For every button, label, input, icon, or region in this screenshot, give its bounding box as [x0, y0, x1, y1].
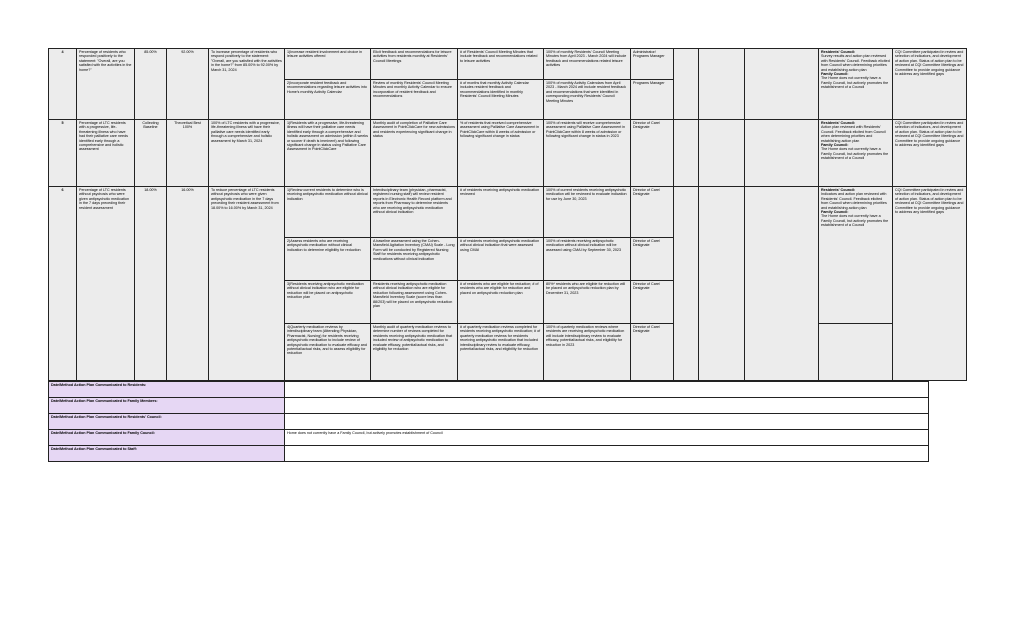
method: Review of monthly Residents' Council Meeting Minutes and monthly Activity Calendar to ensure incorporation of resident feedback and recommendations — [371, 80, 458, 120]
family-council-label: Family Council: — [821, 143, 849, 148]
blank-cell — [674, 120, 699, 187]
process-measure: # of months that monthly Activity Calendar includes resident feedback and recommendations identified in monthly Residents' Council Meeting Minutes — [458, 80, 544, 120]
communication-value — [285, 414, 929, 430]
lead: Director of Care/ Designate — [631, 120, 674, 187]
process-measure: # of residents who are eligible for reduction; # of residents who are eligible for reduction and placed on antipsychotic reduction plan — [458, 281, 544, 324]
blank-cell — [745, 120, 819, 187]
change-idea: 2)Assess residents who are receiving antipsychotic medication without clinical indication to determine eligibility for reduction — [285, 238, 371, 281]
communication-row — [49, 446, 929, 462]
lead: Programs Manager — [631, 80, 674, 120]
residents-council-text: Indicators and action plan reviewed with Residents' Council. Feedback elicited from Council when determining priorities and establishing action plan — [821, 192, 887, 210]
communication-table — [48, 381, 929, 462]
indicator-cell: Percentage of residents who responded positively to the statement: "Overall, are you satisfied with the activities in the home?" — [77, 49, 135, 120]
council-input — [819, 49, 893, 120]
current-performance: 85.00% — [135, 49, 167, 120]
cqi-committee: CQI Committee participated in review and selection of indicators, and development of action plan. Status of action plan to be reviewed at CQI Committee Meetings and Committee to provide ongoing guidance to address any identified gaps — [893, 49, 967, 120]
indicator-row-5 — [49, 120, 967, 187]
change-idea: 2)Incorporate resident feedback and recommendations regarding leisure activities into Home's monthly Activity Calendar — [285, 80, 371, 120]
blank-cell — [745, 49, 819, 120]
quality-improvement-plan-sheet — [48, 48, 964, 462]
target-for-measure: 100% of quarterly medication reviews where residents are receiving antipsychotic medication will include interdisciplinary review to evaluate efficacy, potential/actual risks, and eligibility for reduction in 2023 — [544, 324, 631, 381]
communication-label: Date/Method Action Plan Communicated to Residents: — [49, 382, 285, 398]
process-measure: # of residents receiving antipsychotic medication reviewed — [458, 187, 544, 238]
current-performance: 18.00% — [135, 187, 167, 381]
row-number: 6 — [49, 187, 77, 381]
indicator-row-4 — [49, 49, 967, 80]
change-idea: 1)Review current residents to determine who is receiving antipsychotic medication without clinical indication — [285, 187, 371, 238]
action-plan-table — [48, 48, 967, 381]
process-measure: # of residents receiving antipsychotic medication without clinical indication that were assessed using CMAI — [458, 238, 544, 281]
communication-row — [49, 398, 929, 414]
communication-value: Home does not currently have a Family Council, but actively promotes establishment of Council — [285, 430, 929, 446]
row-number: 5 — [49, 120, 77, 187]
lead: Director of Care/ Designate — [631, 281, 674, 324]
lead: Director of Care/ Designate — [631, 324, 674, 381]
target-value: 16.00% — [167, 187, 209, 381]
change-idea: 1)Residents with a progressive, life-threatening illness will have their palliative care needs identified early through a comprehensive and holistic assessment on admission (within 8 weeks or sooner if death is imminent) and following significant change in status using Palliative Care Assessment in PointClickCare — [285, 120, 371, 187]
residents-council-text: Survey results and action plan reviewed with Residents' Council. Feedback elicited from Council when determining priorities and establishing action plan — [821, 54, 890, 72]
family-council-label: Family Council: — [821, 210, 849, 215]
lead: Director of Care/ Designate — [631, 238, 674, 281]
row-number: 4 — [49, 49, 77, 120]
target-for-measure: 100% of current residents receiving antipsychotic medication will be reviewed to evaluate indication for use by June 30, 2023 — [544, 187, 631, 238]
residents-council-text: Action plan reviewed with Residents' Council. Feedback elicited from Council when determining priorities and establishing action plan — [821, 125, 886, 143]
target-for-measure: 100% of monthly Activity Calendars from April 2023 - March 2024 will include resident feedback and recommendations that were identified in corresponding monthly Residents' Council Meeting Minutes — [544, 80, 631, 120]
family-council-text: The Home does not currently have a Family Council, but actively promotes the establishment of a Council — [821, 147, 889, 161]
blank-cell — [699, 49, 745, 120]
target-value: Theoretical Best 100% — [167, 120, 209, 187]
council-input — [819, 120, 893, 187]
method: A baseline assessment using the Cohen-Mansfield Agitation Inventory (CMAI) Scale - Long Form will be conducted by Registered Nursing Staff for residents receiving antipsychotic medications without clinical indication — [371, 238, 458, 281]
target-for-measure: 100% of residents will receive comprehensive assessment using Palliative Care Assessment in PointClickCare within 8 weeks of admission or following significant change in status in 2023 — [544, 120, 631, 187]
communication-label: Date/Method Action Plan Communicated to Family Council: — [49, 430, 285, 446]
council-input — [819, 187, 893, 324]
residents-council-label: Residents' Council: — [821, 188, 856, 192]
change-idea: 4)Quarterly medication reviews by interdisciplinary team (Attending Physician, Pharmacist, Nursing) for residents receiving antipsychotic medication to include review of antipsychotic medication to evaluate efficacy and potential/actual risks, and to assess eligibility for reduction — [285, 324, 371, 381]
target-value: 92.00% — [167, 49, 209, 120]
indicator-row-6 — [49, 187, 967, 238]
indicator-cell: Percentage of LTC residents without psychosis who were given antipsychotic medication in the 7 days preceding their resident assessment — [77, 187, 135, 381]
process-measure: # of quarterly medication reviews completed for residents receiving antipsychotic medication; # of quarterly medication reviews for residents receiving antipsychotic medication that included interdisciplinary review to evaluate efficacy, potential/actual risks, and eligibility for reduction — [458, 324, 544, 381]
communication-row — [49, 382, 929, 398]
current-performance: Collecting Baseline — [135, 120, 167, 187]
family-council-text: The Home does not currently have a Family Council, but actively promotes the establishment of a Council — [821, 214, 889, 228]
blank-cell — [819, 324, 893, 381]
process-measure: % of residents that received comprehensive assessment using Palliative Care Assessment in PointClickCare within 8 weeks of admission or following significant change in status — [458, 120, 544, 187]
target-justification: To reduce percentage of LTC residents without psychosis who were given antipsychotic medication in the 7 days preceding their resident assessment from 18.00% to 16.00% by March 31, 2024 — [209, 187, 285, 381]
blank-cell — [699, 187, 745, 381]
indicator-cell: Percentage of LTC residents with a progressive, life-threatening illness who have had their palliative care needs identified early through a comprehensive and holistic assessment — [77, 120, 135, 187]
process-measure: # of Residents' Council Meeting Minutes that include feedback and recommendations related to leisure activities — [458, 49, 544, 80]
change-idea: 1)Increase resident involvement and choice in leisure activities offered — [285, 49, 371, 80]
blank-cell — [745, 187, 819, 381]
blank-cell — [674, 49, 699, 120]
residents-council-label: Residents' Council: — [821, 121, 856, 125]
communication-value — [285, 398, 929, 414]
blank-cell — [699, 120, 745, 187]
communication-row — [49, 430, 929, 446]
target-for-measure: 80%* residents who are eligible for reduction will be placed on antipsychotic reduction plan by December 31, 2023 — [544, 281, 631, 324]
communication-label: Date/Method Action Plan Communicated to Family Members: — [49, 398, 285, 414]
target-justification: To increase percentage of residents who respond positively to the statement: "Overall, are you satisfied with the activities in the home?" from 85.00% to 92.00% by March 31, 2024 — [209, 49, 285, 120]
communication-row — [49, 414, 929, 430]
method: Monthly audit of quarterly medication reviews to determine number of reviews completed for residents receiving antipsychotic medication that included review of antipsychotic medication to evaluate efficacy, potential/actual risks, and eligibility for reduction — [371, 324, 458, 381]
cqi-committee: CQI Committee participated in review and selection of indicators, and development of action plan. Status of action plan to be reviewed at CQI Committee Meetings and Committee to provide ongoing guidance to address any identified gaps — [893, 120, 967, 187]
family-council-label: Family Council: — [821, 72, 849, 77]
residents-council-label: Residents' Council: — [821, 50, 856, 54]
change-idea: 3)Residents receiving antipsychotic medication without clinical indication who are eligible for reduction will be placed on antipsychotic reduction plan — [285, 281, 371, 324]
blank-cell — [674, 187, 699, 381]
communication-value — [285, 446, 929, 462]
lead: Director of Care/ Designate — [631, 187, 674, 238]
target-justification: 100% of LTC residents with a progressive, life-threatening illness will have their palliative care needs identified early through a comprehensive and holistic assessment by March 31, 2024 — [209, 120, 285, 187]
target-for-measure: 100% of monthly Residents' Council Meeting Minutes from April 2023 - March 2024 will include feedback and recommendations related leisure activities — [544, 49, 631, 80]
method: Residents receiving antipsychotic medication without clinical indication who are eligible for reduction following assessment using Cohen-Mansfield Inventory Scale (score less than 88/203) will be placed on antipsychotic reduction plan — [371, 281, 458, 324]
method: Interdisciplinary team (physician, pharmacist, registered nursing staff) will review resident reports in Electronic Health Record platform and reports from Pharmacy to determine residents who are receiving antipsychotic medication without clinical indication — [371, 187, 458, 238]
cqi-committee: CQI Committee participated in review and selection of indicators, and development of action plan. Status of action plan to be reviewed at CQI Committee Meetings and Committee to provide ongoing guidance to address any identified gaps — [893, 187, 967, 381]
lead: Administrator/ Programs Manager — [631, 49, 674, 80]
method: Monthly audit of completion of Palliative Care Assessment in PointClickCare for new admissions and residents experiencing significant change in status — [371, 120, 458, 187]
communication-label: Date/Method Action Plan Communicated to Staff: — [49, 446, 285, 462]
communication-label: Date/Method Action Plan Communicated to Residents' Council: — [49, 414, 285, 430]
communication-value — [285, 382, 929, 398]
family-council-text: The Home does not currently have a Family Council, but actively promotes the establishment of a Council — [821, 76, 889, 90]
method: Elicit feedback and recommendations for leisure activities from residents monthly at Residents' Council Meetings — [371, 49, 458, 80]
target-for-measure: 100% of residents receiving antipsychotic medication without clinical indication will be assessed using CMAI by September 30, 2023 — [544, 238, 631, 281]
